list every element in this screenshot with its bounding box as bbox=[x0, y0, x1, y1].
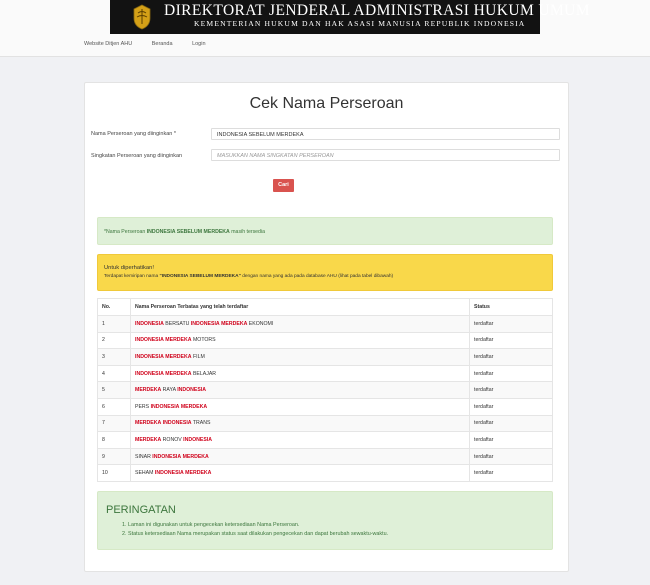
availability-name: INDONESIA SEBELUM MERDEKA bbox=[146, 229, 230, 235]
cell-status: terdaftar bbox=[470, 382, 553, 399]
cell-no: 2 bbox=[98, 332, 131, 349]
cell-no: 8 bbox=[98, 432, 131, 449]
matched-word: INDONESIA bbox=[152, 453, 182, 460]
cell-no: 10 bbox=[98, 465, 131, 482]
similarity-name: "INDONESIA SEBELUM MERDEKA" bbox=[159, 274, 241, 279]
peringatan-item: 2. Status ketersediaan Nama merupakan status saat dilakukan pengecekan dan dapat berubah sewaktu-waktu. bbox=[128, 530, 544, 539]
cell-no: 6 bbox=[98, 398, 131, 415]
nav-link-beranda[interactable]: Beranda bbox=[151, 41, 173, 47]
table-row bbox=[98, 316, 553, 333]
registered-names-table bbox=[97, 298, 553, 482]
matched-word: INDONESIA bbox=[135, 353, 164, 360]
availability-alert bbox=[97, 217, 553, 245]
col-header-no: No. bbox=[98, 299, 131, 316]
cell-no: 3 bbox=[98, 349, 131, 366]
top-header bbox=[0, 0, 650, 57]
cell-company-name bbox=[131, 465, 470, 482]
matched-word: INDONESIA bbox=[135, 370, 164, 377]
name-text: PERS bbox=[135, 403, 151, 410]
cell-no: 9 bbox=[98, 448, 131, 465]
matched-word: MERDEKA bbox=[221, 320, 248, 327]
name-text: FILM bbox=[191, 353, 205, 360]
name-text: RAYA bbox=[161, 387, 178, 394]
cell-status: terdaftar bbox=[470, 415, 553, 432]
banner-subtitle: KEMENTERIAN HUKUM DAN HAK ASASI MANUSIA REPUBLIK INDONESIA bbox=[194, 19, 526, 28]
matched-word: INDONESIA bbox=[135, 337, 164, 344]
name-text: BERSATU bbox=[163, 320, 191, 327]
matched-word: INDONESIA bbox=[150, 403, 180, 410]
cell-company-name bbox=[131, 415, 470, 432]
peringatan-list bbox=[106, 521, 544, 538]
table-row bbox=[98, 465, 553, 482]
matched-word: MERDEKA bbox=[165, 353, 192, 360]
name-text: EKONOMI bbox=[247, 320, 274, 327]
matched-word: MERDEKA bbox=[165, 337, 192, 344]
similarity-prefix: Terdapat kemiripan nama bbox=[104, 274, 160, 279]
similarity-text bbox=[104, 274, 546, 279]
nav-link-login[interactable]: Login bbox=[192, 41, 206, 47]
cell-company-name bbox=[131, 432, 470, 449]
matched-word: MERDEKA bbox=[135, 420, 162, 427]
matched-word: MERDEKA bbox=[185, 470, 212, 477]
cell-status: terdaftar bbox=[470, 316, 553, 333]
main-card bbox=[84, 82, 569, 572]
cell-status: terdaftar bbox=[470, 349, 553, 366]
name-text: SINAR bbox=[135, 453, 153, 460]
matched-word: INDONESIA bbox=[190, 320, 220, 327]
cell-status: terdaftar bbox=[470, 398, 553, 415]
name-label: Nama Perseroan yang diinginkan * bbox=[91, 131, 176, 137]
name-text: TRANS bbox=[191, 420, 211, 427]
table-row bbox=[98, 448, 553, 465]
matched-word: INDONESIA bbox=[162, 420, 192, 427]
cell-status: terdaftar bbox=[470, 332, 553, 349]
matched-word: MERDEKA bbox=[180, 403, 208, 410]
peringatan-item: 1. Laman ini digunakan untuk pengecekan ketersediaan Nama Perseroan. bbox=[128, 521, 544, 530]
cell-no: 5 bbox=[98, 382, 131, 399]
matched-word: INDONESIA bbox=[154, 470, 184, 477]
company-name-input[interactable]: INDONESIA SEBELUM MERDEKA bbox=[211, 128, 560, 140]
table-header-row bbox=[98, 299, 553, 316]
matched-word: INDONESIA bbox=[183, 436, 212, 443]
pengayoman-emblem-icon bbox=[132, 4, 152, 30]
cell-no: 4 bbox=[98, 365, 131, 382]
cell-company-name bbox=[131, 382, 470, 399]
top-nav bbox=[84, 41, 224, 47]
table-row bbox=[98, 382, 553, 399]
name-text: MOTORS bbox=[191, 337, 216, 344]
peringatan-box bbox=[97, 491, 553, 550]
matched-word: INDONESIA bbox=[177, 387, 207, 394]
cell-company-name bbox=[131, 349, 470, 366]
table-row bbox=[98, 365, 553, 382]
matched-word: MERDEKA bbox=[182, 453, 209, 460]
similarity-suffix: dengan nama yang ada pada database AHU (lihat pada tabel dibawah) bbox=[240, 274, 394, 279]
cell-no: 7 bbox=[98, 415, 131, 432]
availability-prefix: *Nama Perseroan bbox=[104, 229, 147, 235]
name-text: BELAJAR bbox=[191, 370, 217, 377]
table-row bbox=[98, 415, 553, 432]
cell-status: terdaftar bbox=[470, 448, 553, 465]
matched-word: MERDEKA bbox=[165, 370, 192, 377]
cell-status: terdaftar bbox=[470, 365, 553, 382]
name-text: RONOV bbox=[161, 436, 184, 443]
site-banner[interactable] bbox=[110, 0, 590, 34]
cell-company-name bbox=[131, 398, 470, 415]
similarity-alert bbox=[97, 254, 553, 291]
search-button[interactable]: Cari bbox=[273, 179, 294, 192]
availability-suffix: masih tersedia bbox=[229, 229, 265, 235]
cell-company-name bbox=[131, 365, 470, 382]
cell-company-name bbox=[131, 448, 470, 465]
banner-title: DIREKTORAT JENDERAL ADMINISTRASI HUKUM UMUM bbox=[164, 2, 590, 19]
nav-link-website[interactable]: Website Ditjen AHU bbox=[84, 41, 133, 47]
table-row bbox=[98, 398, 553, 415]
col-header-status: Status bbox=[470, 299, 553, 316]
cell-company-name bbox=[131, 316, 470, 333]
name-text: SEHAM bbox=[135, 470, 155, 477]
page-title: Cek Nama Perseroan bbox=[249, 95, 404, 112]
peringatan-title: PERINGATAN bbox=[106, 504, 176, 516]
table-row bbox=[98, 349, 553, 366]
cell-status: terdaftar bbox=[470, 432, 553, 449]
table-row bbox=[98, 432, 553, 449]
cell-no: 1 bbox=[98, 316, 131, 333]
similarity-heading: Untuk diperhatikan! bbox=[104, 265, 154, 271]
col-header-name: Nama Perseroan Terbatas yang telah terdaftar bbox=[131, 299, 470, 316]
matched-word: MERDEKA bbox=[135, 436, 162, 443]
matched-word: INDONESIA bbox=[135, 320, 164, 327]
cell-status: terdaftar bbox=[470, 465, 553, 482]
matched-word: MERDEKA bbox=[135, 387, 162, 394]
table-row bbox=[98, 332, 553, 349]
abbr-label: Singkatan Perseroan yang diinginkan bbox=[91, 153, 183, 159]
cell-company-name bbox=[131, 332, 470, 349]
company-abbr-input[interactable]: MASUKKAN NAMA SINGKATAN PERSEROAN bbox=[211, 149, 560, 161]
